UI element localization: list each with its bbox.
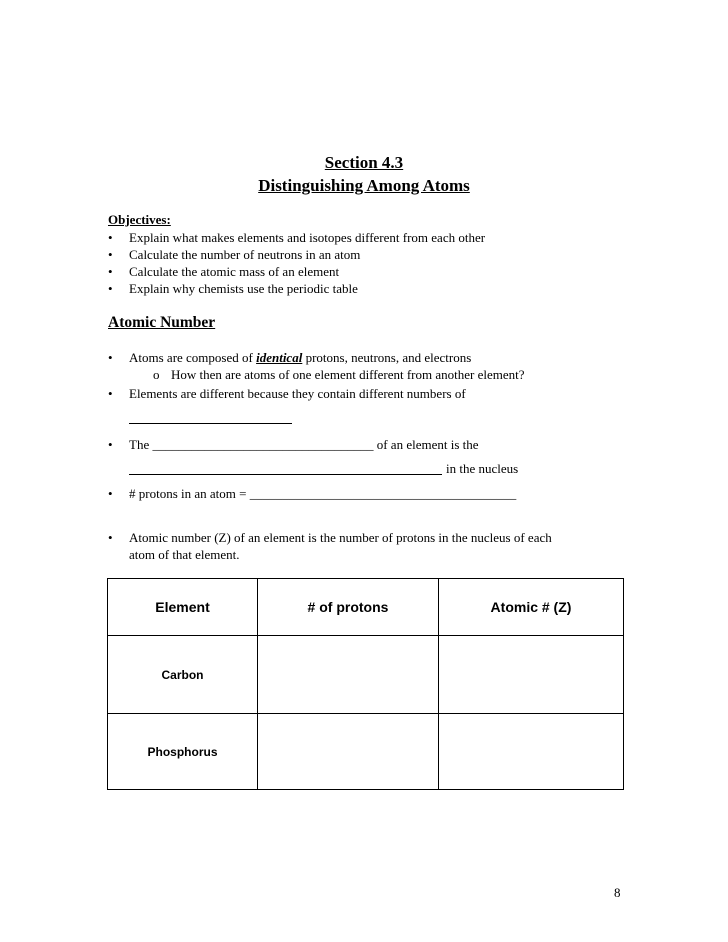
bullet-marker: • xyxy=(108,350,113,365)
page-number: 8 xyxy=(614,885,621,900)
bullet-marker: • xyxy=(108,281,113,296)
bullet-elements-different: Elements are different because they contain different numbers of xyxy=(129,386,466,401)
protons-cell[interactable] xyxy=(258,714,439,790)
page-title: Distinguishing Among Atoms xyxy=(258,176,470,195)
element-name-cell: Phosphorus xyxy=(108,714,258,790)
bullet-text: protons, neutrons, and electrons xyxy=(302,350,472,365)
header-element: Element xyxy=(108,579,258,636)
bullet-marker: • xyxy=(108,264,113,279)
sub-bullet-marker: o xyxy=(153,367,160,382)
objective-item: Explain why chemists use the periodic table xyxy=(129,281,358,296)
fill-in-blank[interactable] xyxy=(129,474,442,475)
table-row xyxy=(108,714,624,790)
header-protons: # of protons xyxy=(258,579,439,636)
element-table xyxy=(107,578,624,790)
fill-in-blank[interactable] xyxy=(129,423,292,424)
atomic-number-heading: Atomic Number xyxy=(108,314,216,331)
bullet-text: # protons in an atom = xyxy=(129,486,250,501)
emphasis-identical: identical xyxy=(256,350,303,365)
bullet-marker: • xyxy=(108,230,113,245)
table-row xyxy=(108,636,624,714)
objectives-heading: Objectives: xyxy=(108,212,171,227)
bullet-atomic-number-definition-cont: atom of that element. xyxy=(129,547,240,562)
bullet-marker: • xyxy=(108,486,113,501)
bullet-text: The xyxy=(129,437,153,452)
objective-item: Calculate the atomic mass of an element xyxy=(129,264,340,279)
bullet-atomic-number-definition: Atomic number (Z) of an element is the number of protons in the nucleus of each xyxy=(129,530,552,545)
bullet-text: Atoms are composed of xyxy=(129,350,257,365)
bullet-text: of an element is the xyxy=(373,437,479,452)
atomic-number-cell[interactable] xyxy=(439,714,624,790)
in-the-nucleus-text: in the nucleus xyxy=(446,461,519,476)
header-atomic-number: Atomic # (Z) xyxy=(439,579,624,636)
objective-item: Calculate the number of neutrons in an atom xyxy=(129,247,361,262)
bullet-marker: • xyxy=(108,247,113,262)
atomic-number-cell[interactable] xyxy=(439,636,624,714)
sub-bullet-text: How then are atoms of one element different from another element? xyxy=(171,367,525,382)
element-name-cell: Carbon xyxy=(108,636,258,714)
bullet-marker: • xyxy=(108,530,113,545)
bullet-marker: • xyxy=(108,437,113,452)
fill-in-blank[interactable]: __________________________________ xyxy=(152,437,374,452)
section-number: Section 4.3 xyxy=(324,153,404,172)
fill-in-blank[interactable]: _________________________________________ xyxy=(249,486,517,501)
bullet-atoms-composed xyxy=(129,350,471,366)
bullet-marker: • xyxy=(108,386,113,401)
objective-item: Explain what makes elements and isotopes different from each other xyxy=(129,230,486,245)
bullet-the-blank xyxy=(129,437,479,453)
table-header-row xyxy=(108,579,624,636)
protons-cell[interactable] xyxy=(258,636,439,714)
bullet-protons-equal xyxy=(129,486,516,502)
